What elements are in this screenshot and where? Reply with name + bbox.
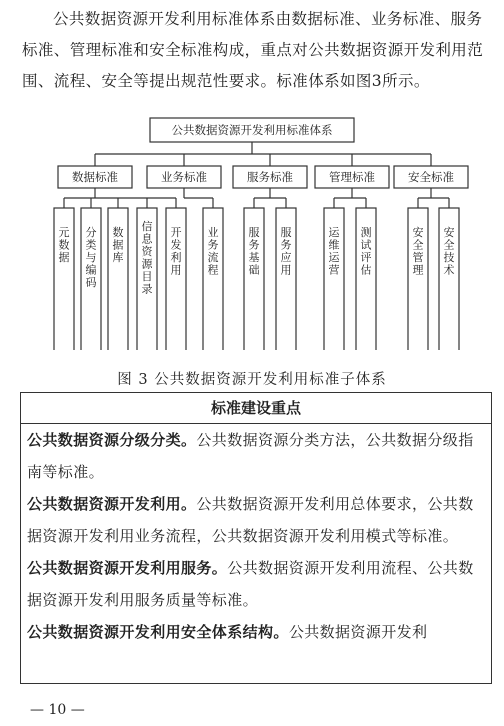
leaf-label: 开发利用 xyxy=(170,226,182,277)
category-label: 管理标准 xyxy=(329,170,375,184)
leaf-label: 元数据 xyxy=(58,226,70,264)
panel-item-text: 公共数据资源开发利用总体要求，公共数据资源开发利用业务流程，公共数据资源开发利用模式等标准。 xyxy=(27,495,474,545)
leaf-label: 安全管理 xyxy=(412,226,424,277)
leaf-label: 服务应用 xyxy=(280,226,292,277)
panel-item xyxy=(21,488,491,552)
panel-item-key: 公共数据资源开发利用。 xyxy=(27,495,197,513)
leaf-label: 测试评估 xyxy=(360,226,372,277)
root-label: 公共数据资源开发利用标准体系 xyxy=(171,123,333,137)
leaf-label: 运维运营 xyxy=(328,226,340,277)
panel-item-key: 公共数据资源开发利用安全体系结构。 xyxy=(27,623,289,641)
category-label: 服务标准 xyxy=(247,170,293,184)
panel-item xyxy=(21,616,491,648)
panel-item-text: 公共数据资源分类方法，公共数据分级指南等标准。 xyxy=(27,431,474,481)
leaf-label: 服务基础 xyxy=(248,226,260,277)
panel-item xyxy=(21,552,491,616)
leaf-label: 安全技术 xyxy=(443,226,455,277)
panel-item xyxy=(21,424,491,488)
panel-title: 标准建设重点 xyxy=(21,393,491,424)
page-number: — 10 — xyxy=(30,702,85,718)
category-label: 数据标准 xyxy=(72,170,118,184)
panel-item-key: 公共数据资源开发利用服务。 xyxy=(27,559,228,577)
diagram-canvas xyxy=(0,110,504,350)
leaf-label: 数据库 xyxy=(112,226,124,264)
panel-item-text: 公共数据资源开发利用流程、公共数据资源开发利用服务质量等标准。 xyxy=(27,559,474,609)
category-label: 安全标准 xyxy=(408,170,454,184)
intro-paragraph: 公共数据资源开发利用标准体系由数据标准、业务标准、服务标准、管理标准和安全标准构成，重点对公共数据资源开发利用范围、流程、安全等提出规范性要求。标准体系如图3所示。 xyxy=(22,10,484,90)
panel-item-text: 公共数据资源开发利 xyxy=(288,623,428,641)
leaf-label: 业务流程 xyxy=(207,226,219,277)
panel-item-key: 公共数据资源分级分类。 xyxy=(27,431,197,449)
leaf-label: 分类与编码 xyxy=(85,226,97,289)
standards-hierarchy-diagram xyxy=(0,110,504,350)
leaf-label: 信息资源目录 xyxy=(141,220,153,296)
category-label: 业务标准 xyxy=(161,170,207,184)
key-points-panel xyxy=(20,392,492,684)
figure-caption: 图 3 公共数据资源开发利用标准子体系 xyxy=(117,372,387,388)
